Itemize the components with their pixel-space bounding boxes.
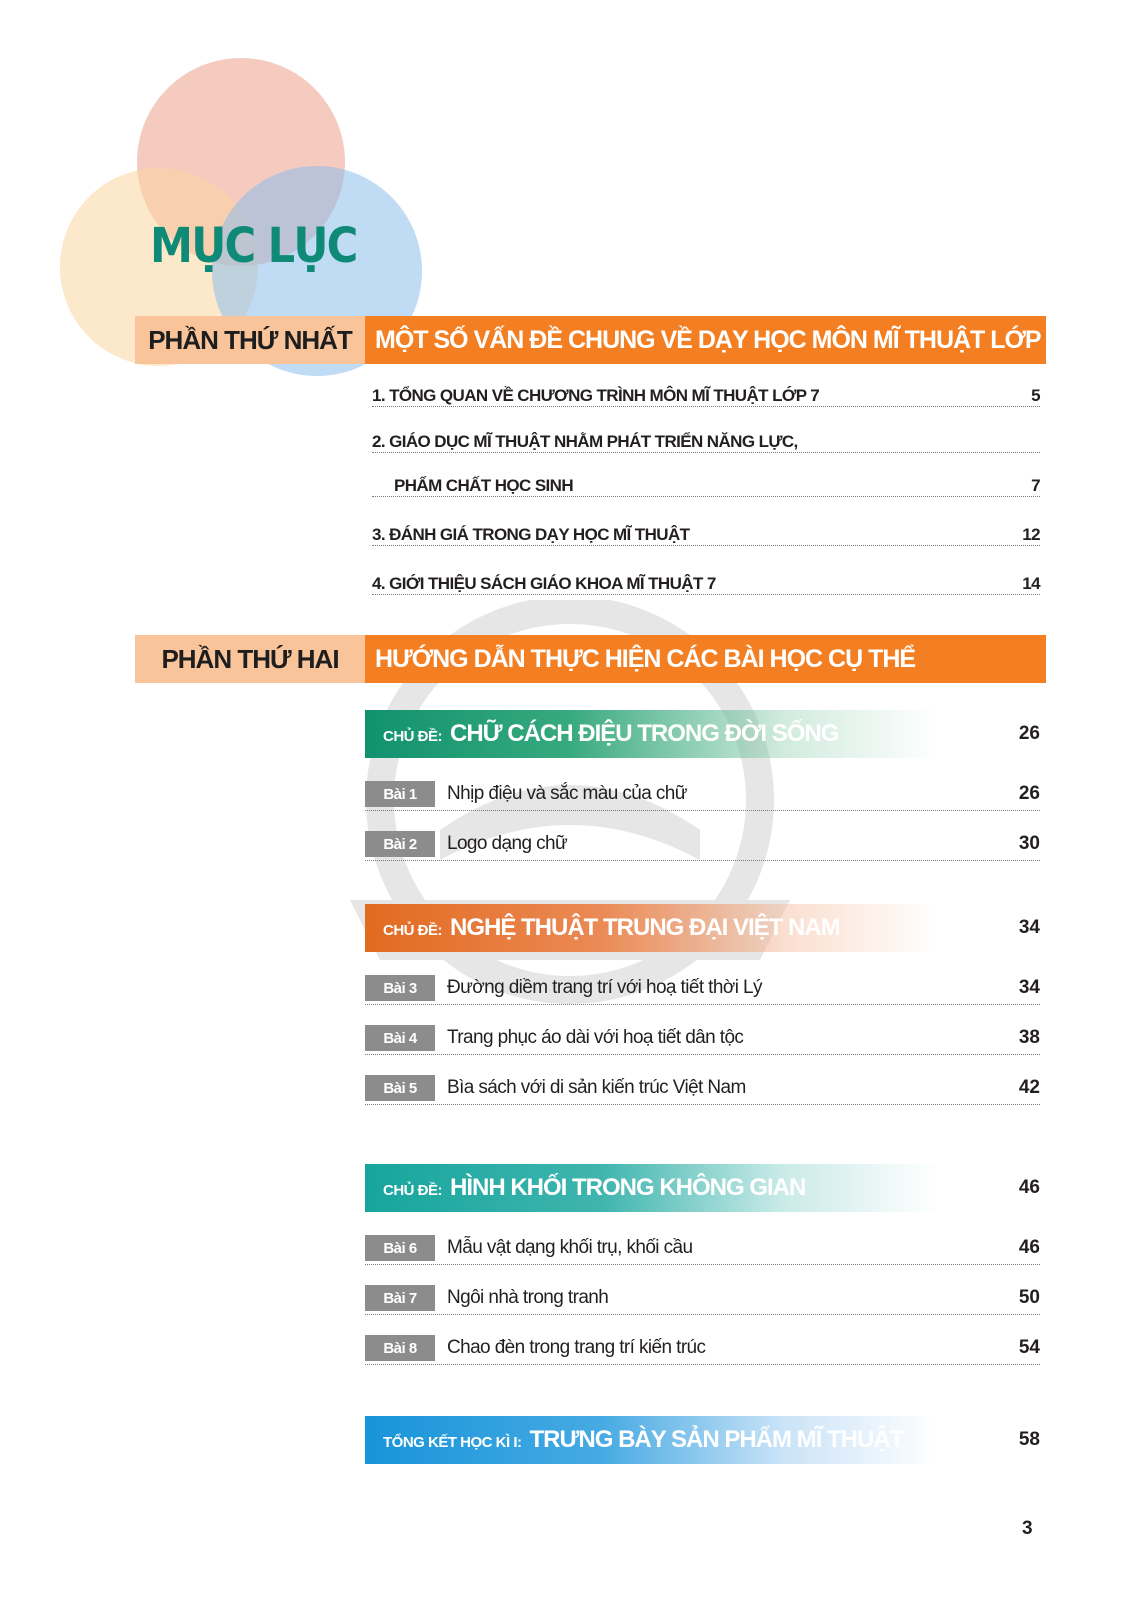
theme-prefix: CHỦ ĐỀ: — [383, 922, 442, 939]
theme-prefix: CHỦ ĐỀ: — [383, 728, 442, 745]
lesson-row-5[interactable] — [365, 1072, 1040, 1105]
lesson-title: Logo dạng chữ — [447, 833, 568, 854]
toc-item-title: 2. GIÁO DỤC MĨ THUẬT NHẰM PHÁT TRIỂN NĂNG LỰC, — [372, 432, 798, 451]
toc-item-page: 14 — [1022, 574, 1040, 593]
lesson-row-4[interactable] — [365, 1022, 1040, 1055]
lesson-badge: Bài 2 — [365, 831, 435, 857]
lesson-row-2[interactable] — [365, 828, 1040, 861]
toc-item-1[interactable] — [372, 380, 1040, 407]
theme-name: CHỮ CÁCH ĐIỆU TRONG ĐỜI SỐNG — [450, 720, 839, 747]
lesson-row-3[interactable] — [365, 972, 1040, 1005]
toc-item-2-cont[interactable] — [372, 470, 1040, 497]
lesson-page: 46 — [1018, 1237, 1040, 1258]
part2-label: PHẦN THỨ HAI — [135, 635, 365, 683]
lesson-badge: Bài 8 — [365, 1335, 435, 1361]
lesson-title: Nhịp điệu và sắc màu của chữ — [447, 783, 687, 804]
page-title: MỤC LỤC — [150, 218, 357, 274]
lesson-title: Chao đèn trong trang trí kiến trúc — [447, 1337, 706, 1358]
theme-header-3[interactable] — [365, 1164, 1040, 1212]
toc-item-title: 3. ĐÁNH GIÁ TRONG DẠY HỌC MĨ THUẬT — [372, 525, 690, 544]
theme-page: 46 — [1018, 1177, 1040, 1198]
semester-summary-header[interactable] — [365, 1416, 1040, 1464]
theme-header-2[interactable] — [365, 904, 1040, 952]
lesson-row-6[interactable] — [365, 1232, 1040, 1265]
theme-header-1[interactable] — [365, 710, 1040, 758]
toc-item-4[interactable] — [372, 568, 1040, 595]
lesson-badge: Bài 7 — [365, 1285, 435, 1311]
lesson-page: 50 — [1018, 1287, 1040, 1308]
part1-label: PHẦN THỨ NHẤT — [135, 316, 365, 364]
lesson-badge: Bài 3 — [365, 975, 435, 1001]
lesson-row-7[interactable] — [365, 1282, 1040, 1315]
lesson-badge: Bài 6 — [365, 1235, 435, 1261]
toc-item-title: 4. GIỚI THIỆU SÁCH GIÁO KHOA MĨ THUẬT 7 — [372, 574, 716, 593]
theme-name: NGHỆ THUẬT TRUNG ĐẠI VIỆT NAM — [450, 914, 840, 941]
lesson-page: 54 — [1018, 1337, 1040, 1358]
lesson-badge: Bài 1 — [365, 781, 435, 807]
summary-page: 58 — [1018, 1429, 1040, 1450]
toc-item-page: 5 — [1031, 386, 1040, 405]
toc-item-title-line2: PHẨM CHẤT HỌC SINH — [394, 476, 574, 495]
lesson-row-1[interactable] — [365, 778, 1040, 811]
theme-name: HÌNH KHỐI TRONG KHÔNG GIAN — [450, 1174, 806, 1201]
lesson-title: Bìa sách với di sản kiến trúc Việt Nam — [447, 1077, 746, 1098]
lesson-page: 26 — [1018, 783, 1040, 804]
summary-prefix: TỔNG KẾT HỌC KÌ I: — [383, 1434, 522, 1451]
lesson-page: 30 — [1018, 833, 1040, 854]
toc-item-2[interactable] — [372, 426, 1040, 453]
lesson-page: 42 — [1018, 1077, 1040, 1098]
lesson-title: Đường diềm trang trí với hoạ tiết thời Lý — [447, 977, 762, 998]
lesson-page: 38 — [1018, 1027, 1040, 1048]
lesson-row-8[interactable] — [365, 1332, 1040, 1365]
lesson-title: Mẫu vật dạng khối trụ, khối cầu — [447, 1237, 693, 1258]
theme-page: 34 — [1018, 917, 1040, 938]
part2-title: HƯỚNG DẪN THỰC HIỆN CÁC BÀI HỌC CỤ THỂ — [365, 635, 1046, 683]
lesson-title: Ngôi nhà trong tranh — [447, 1287, 609, 1308]
summary-name: TRƯNG BÀY SẢN PHẨM MĨ THUẬT — [529, 1426, 904, 1453]
theme-page: 26 — [1018, 723, 1040, 744]
page-number: 3 — [1022, 1518, 1033, 1539]
toc-item-title: 1. TỔNG QUAN VỀ CHƯƠNG TRÌNH MÔN MĨ THUẬT LỚP 7 — [372, 386, 820, 405]
lesson-badge: Bài 4 — [365, 1025, 435, 1051]
theme-prefix: CHỦ ĐỀ: — [383, 1182, 442, 1199]
toc-item-page: 12 — [1022, 525, 1040, 544]
lesson-page: 34 — [1018, 977, 1040, 998]
toc-item-3[interactable] — [372, 519, 1040, 546]
toc-item-page: 7 — [1031, 476, 1040, 495]
lesson-badge: Bài 5 — [365, 1075, 435, 1101]
lesson-title: Trang phục áo dài với hoạ tiết dân tộc — [447, 1027, 744, 1048]
part1-title: MỘT SỐ VẤN ĐỀ CHUNG VỀ DẠY HỌC MÔN MĨ THUẬT LỚP 7 — [365, 316, 1046, 364]
